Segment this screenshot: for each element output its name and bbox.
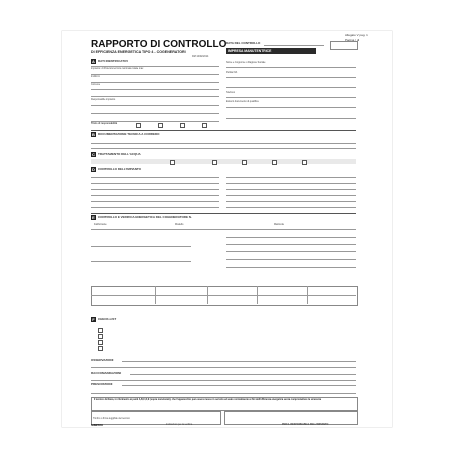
footer-right-label: PER IL RESPONSABILE DELL'IMPIANTO	[282, 423, 329, 426]
comune-label: Comune	[91, 83, 101, 86]
titolo-label: Titolo di responsabilità	[91, 122, 118, 125]
indirizzo-label: Indirizzo	[91, 75, 100, 78]
impresa-bar: IMPRESA MANUTENTRICE	[226, 48, 316, 54]
pagina-label: Pagina / di	[345, 38, 360, 42]
section-a-badge: A	[92, 59, 95, 64]
data-controllo-label: DATA DEL CONTROLLO	[226, 41, 261, 45]
report-sheet	[62, 31, 392, 427]
prescrizioni-label: PRESCRIZIONI	[91, 382, 113, 386]
partita-iva-label: Partita IVA	[226, 71, 238, 74]
responsabile-label: Responsabile impianto	[91, 98, 116, 101]
page-title: RAPPORTO DI CONTROLLO	[91, 39, 227, 50]
section-d-badge: D	[92, 167, 95, 172]
doc-ref: DM 10/02/2014	[192, 55, 209, 58]
page-subtitle: DI EFFICIENZA ENERGETICA TIPO 4 - COGENERATORI	[91, 50, 186, 54]
section-d-title: CONTROLLO DELL'IMPIANTO	[98, 167, 141, 171]
section-c-title: TRATTAMENTO DELL'ACQUA	[98, 152, 141, 156]
ragione-label: Nome e Cognome o Ragione Sociale	[226, 61, 266, 64]
fabbricante-label: Fabbricante	[94, 223, 107, 226]
brand-logo: SIMPRO	[91, 423, 103, 427]
section-b-badge: B	[92, 132, 95, 137]
section-b-title: DOCUMENTAZIONE TECNICA A CORREDO	[98, 132, 160, 136]
section-f-badge: F	[92, 317, 95, 322]
impianto-label: Impianto: di Potenza termica nominale totale max	[91, 67, 144, 70]
warning-box: Il tecnico dichiara, in riferimento ai punti A,B,C,D,E (sopra menzionati), che l'apparecchio può essere messo in servizio ed usato normalmente ai fini dell'efficienza energetica senza compromettere la sicurezza	[91, 397, 358, 411]
section-c-badge: C	[92, 152, 95, 157]
modello-label: Modello	[175, 223, 184, 226]
section-f-title: CHECK-LIST	[98, 317, 117, 321]
osservazioni-label: OSSERVAZIONI	[91, 358, 114, 362]
telefono-label: Telefono	[226, 91, 236, 94]
section-a-title: DATI IDENTIFICATIVI	[98, 59, 128, 63]
estremi-label: Estremi documento di qualifica	[226, 100, 259, 103]
section-e-badge: E	[92, 215, 95, 220]
footer-left-label: Timbro o firma leggibile del tecnico	[93, 417, 130, 420]
raccomandazioni-label: RACCOMANDAZIONI	[91, 371, 122, 375]
footer-mid-label: Indicazioni per la verifica	[166, 423, 193, 426]
allegato-label: Allegato V pag. 1	[345, 33, 368, 37]
section-e-title: CONTROLLO E VERIFICA ENERGETICA DEL COGENERATORE N.	[98, 215, 192, 219]
matricola-label: Matricola	[274, 223, 284, 226]
